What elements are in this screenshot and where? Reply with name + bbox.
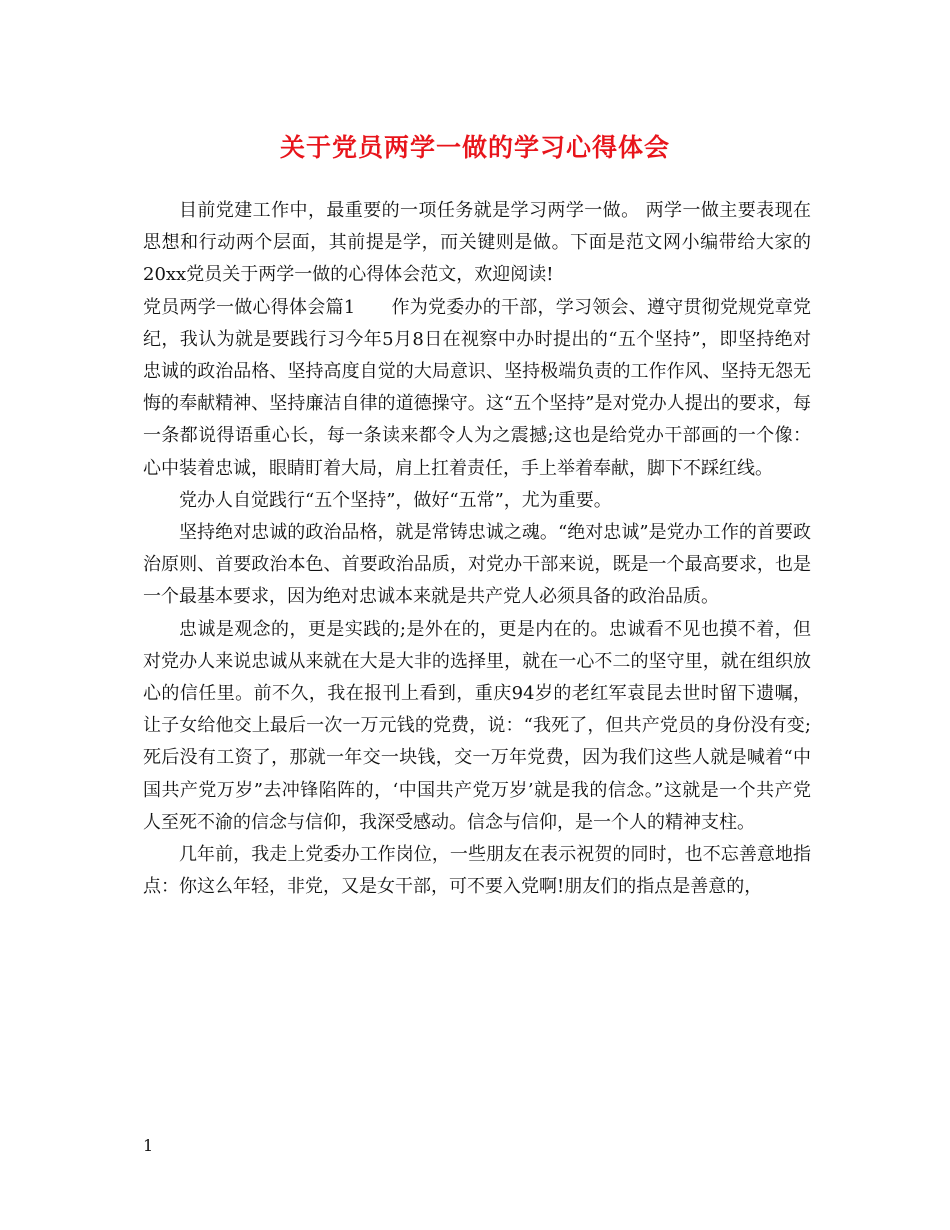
page-title: 关于党员两学一做的学习心得体会: [279, 133, 670, 162]
intro-paragraph: 目前党建工作中，最重要的一项任务就是学习两学一做。 两学一做主要表现在思想和行动两个层面，其前提是学，而关键则是做。下面是范文网小编带给大家的20xx党员关于两学一做的心得体会范文，欢迎阅读!: [143, 200, 811, 286]
section-text: 作为党委办的干部，学习领会、遵守贯彻党规党章党纪，我认为就是要践行习今年5月8日在视察中办时提出的“五个坚持”，即坚持绝对忠诚的政治品格、坚持高度自觉的大局意识、坚持极端负责的工作作风、坚持无怨无悔的奉献精神、坚持廉洁自律的道德操守。这“五个坚持”是对党办人提出的要求，每一条都说得语重心长，每一条读来都令人为之震撼;这也是给党办干部画的一个像：心中装着忠诚，眼睛盯着大局，肩上扛着责任，手上举着奉献，脚下不踩红线。: [143, 296, 811, 479]
body-paragraph: 几年前，我走上党委办工作岗位，一些朋友在表示祝贺的同时，也不忘善意地指点：你这么年轻，非党，又是女干部，可不要入党啊!朋友们的指点是善意的，: [143, 844, 811, 898]
section-paragraph: [143, 292, 811, 485]
body-paragraph: 忠诚是观念的，更是实践的;是外在的，更是内在的。忠诚看不见也摸不着，但对党办人来说忠诚从来就在大是大非的选择里，就在一心不二的坚守里，就在组织放心的信任里。前不久，我在报刊上看到，重庆94岁的老红军袁昆去世时留下遗嘱，让子女给他交上最后一次一万元钱的党费，说：“我死了，但共产党员的身份没有变;死后没有工资了，那就一年交一块钱，交一万年党费，因为我们这些人就是喊着“中国共产党万岁”去冲锋陷阵的，‘中国共产党万岁’就是我的信念。”这就是一个共产党人至死不渝的信念与信仰，我深受感动。信念与信仰，是一个人的精神支柱。: [143, 618, 811, 833]
document-body: [143, 195, 811, 903]
section-heading: 党员两学一做心得体会篇1: [143, 296, 356, 318]
body-paragraph: 党办人自觉践行“五个坚持”，做好“五常”，尤为重要。: [179, 489, 612, 511]
page-number: 1: [143, 1136, 154, 1155]
body-paragraph: 坚持绝对忠诚的政治品格，就是常铸忠诚之魂。“绝对忠诚”是党办工作的首要政治原则、首要政治本色、首要政治品质，对党办干部来说，既是一个最高要求，也是一个最基本要求，因为绝对忠诚本来就是共产党人必须具备的政治品质。: [143, 522, 811, 608]
